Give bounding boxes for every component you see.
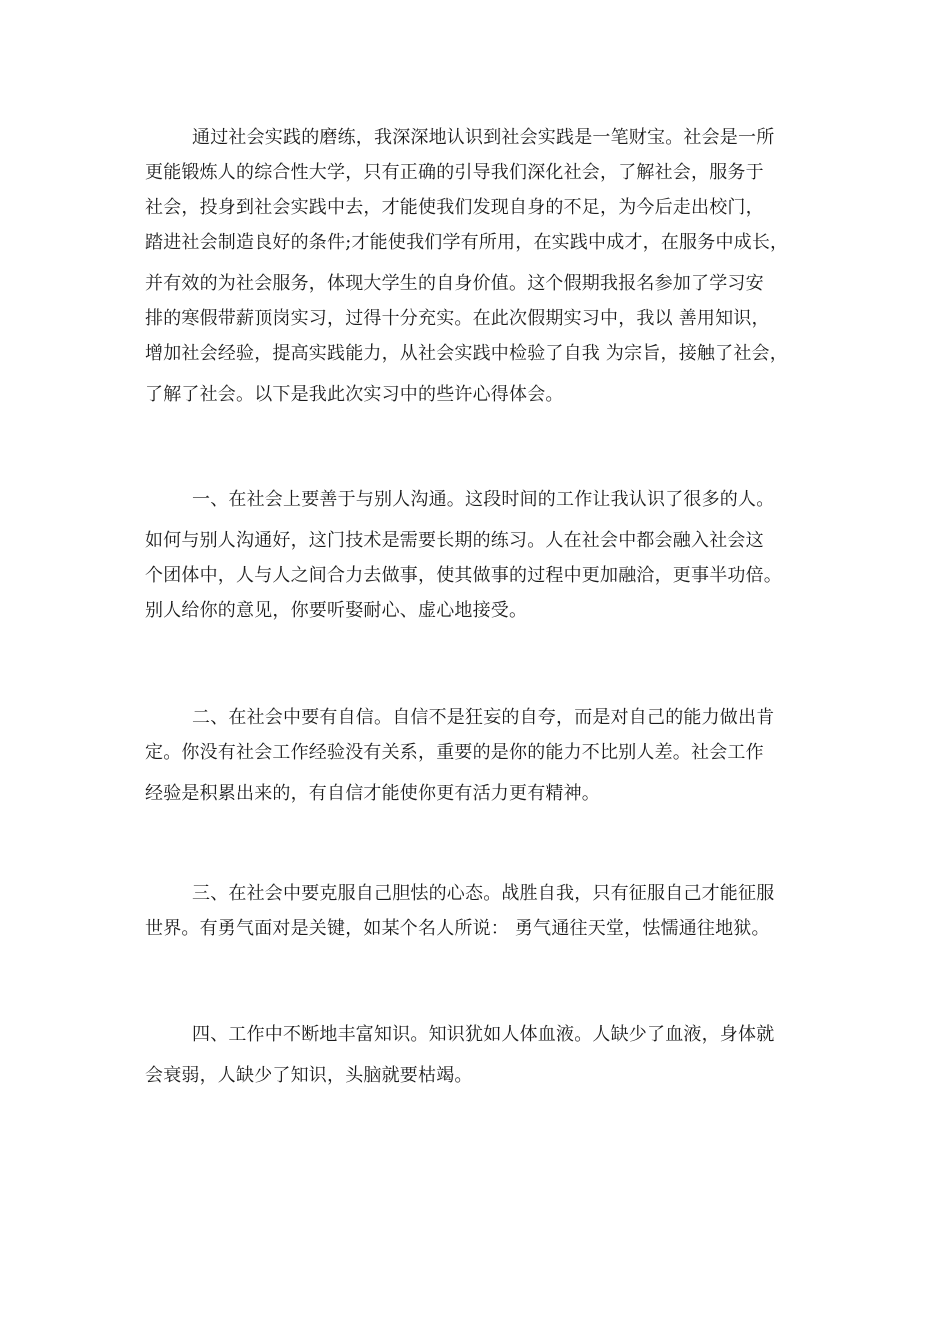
paragraph-line: 一、在社会上要善于与别人沟通。这段时间的工作让我认识了很多的人。 [192,489,775,510]
paragraph-line: 了解了社会。以下是我此次实习中的些许心得体会。 [145,384,564,405]
paragraph-line: 经验是积累出来的，有自信才能使你更有活力更有精神。 [145,783,600,804]
paragraph-line: 踏进社会制造良好的条件;才能使我们学有所用，在实践中成才，在服务中成长， [145,232,789,253]
paragraph-line: 三、在社会中要克服自己胆怯的心态。战胜自我，只有征服自己才能征服 [192,883,775,904]
paragraph-line: 社会，投身到社会实践中去，才能使我们发现自身的不足，为今后走出校门， [145,197,764,218]
paragraph-line: 增加社会经验，提高实践能力，从社会实践中检验了自我 为宗旨，接触了社会， [145,343,788,364]
paragraph-line: 更能锻炼人的综合性大学，只有正确的引导我们深化社会，了解社会，服务于 [145,162,764,183]
paragraph-line: 个团体中，人与人之间合力去做事，使其做事的过程中更加融洽，更事半功倍。 [145,565,782,586]
paragraph-line: 会衰弱，人缺少了知识，头脑就要枯竭。 [145,1065,473,1086]
paragraph-line: 二、在社会中要有自信。自信不是狂妄的自夸，而是对自己的能力做出肯 [192,707,775,728]
paragraph-line: 通过社会实践的磨练，我深深地认识到社会实践是一笔财宝。社会是一所 [192,127,775,148]
paragraph-line: 定。你没有社会工作经验没有关系，重要的是你的能力不比别人差。社会工作 [145,742,764,763]
paragraph-line: 如何与别人沟通好，这门技术是需要长期的练习。人在社会中都会融入社会这 [145,530,764,551]
paragraph-line: 世界。有勇气面对是关键，如某个名人所说： 勇气通往天堂，怯懦通往地狱。 [145,918,770,939]
paragraph-line: 并有效的为社会服务，体现大学生的自身价值。这个假期我报名参加了学习安 [145,273,764,294]
paragraph-line: 排的寒假带薪顶岗实习，过得十分充实。在此次假期实习中，我以 善用知识， [145,308,770,329]
paragraph-line: 四、工作中不断地丰富知识。知识犹如人体血液。人缺少了血液，身体就 [192,1024,775,1045]
paragraph-line: 别人给你的意见，你要听娶耐心、虚心地接受。 [145,600,528,621]
